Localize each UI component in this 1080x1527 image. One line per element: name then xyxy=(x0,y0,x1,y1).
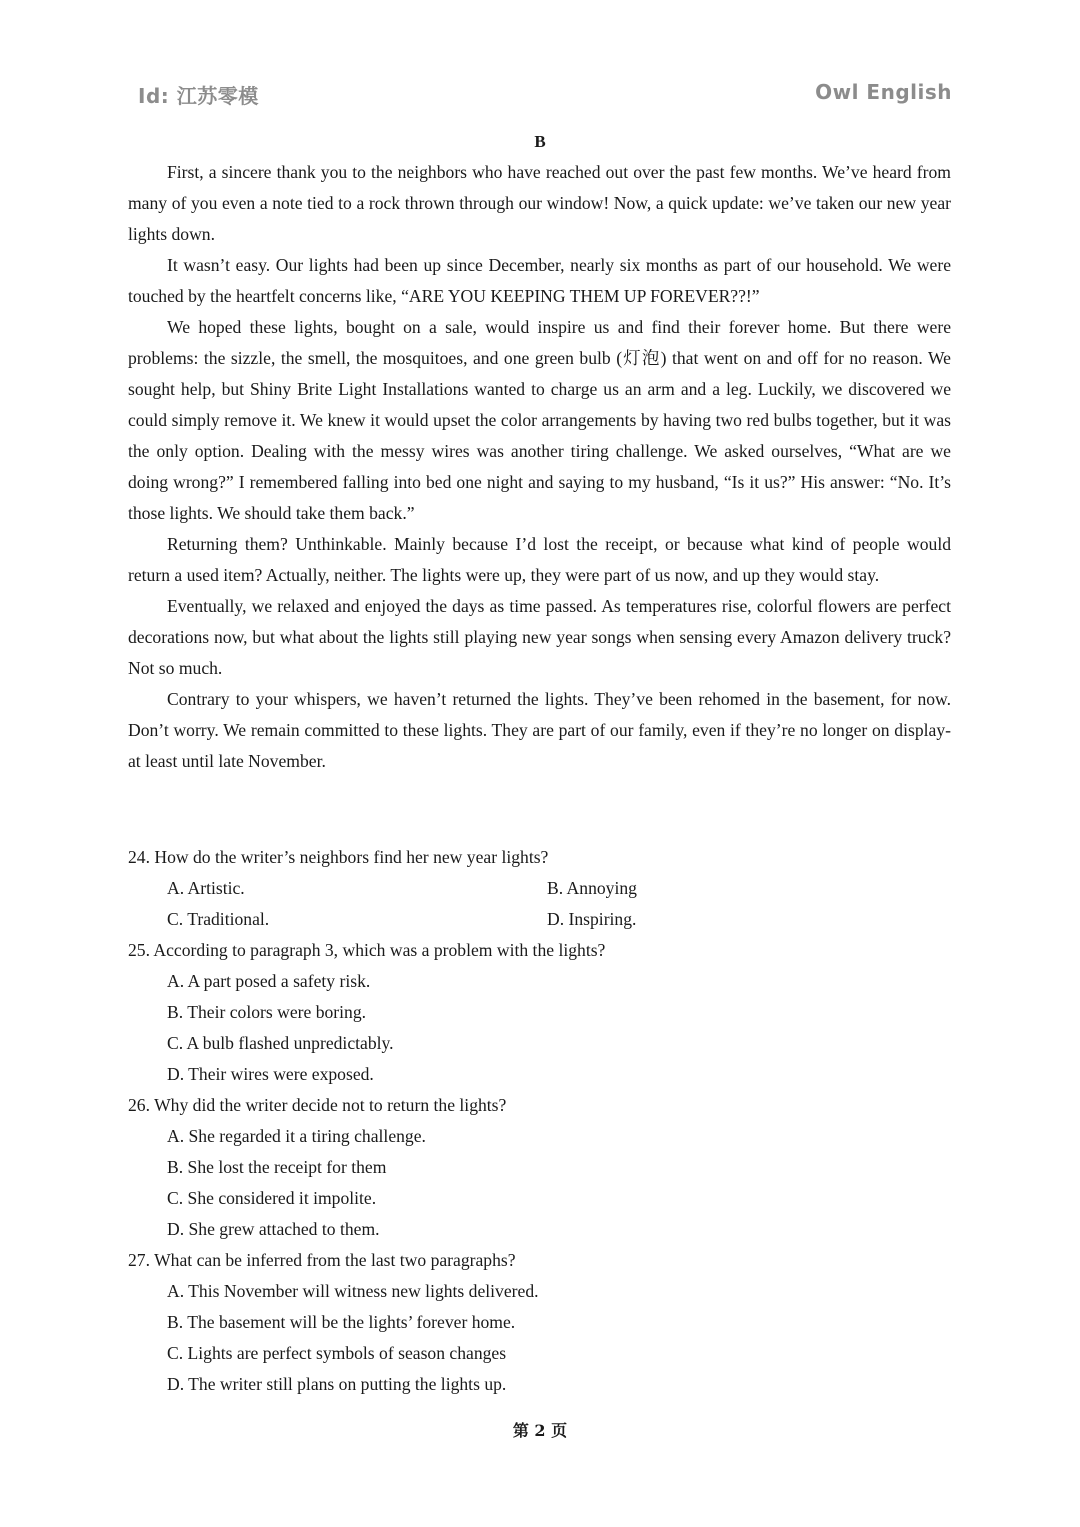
passage-paragraph-6: Contrary to your whispers, we haven’t returned the lights. They’ve been rehomed in the basement, for now. Don’t worry. We remain committed to these lights. They are part of our family, even if they’re no longer on display-at least until late November. xyxy=(128,689,951,771)
option-a: A. She regarded it a tiring challenge. xyxy=(167,1126,426,1146)
question-stem: 24. How do the writer’s neighbors find her new year lights? xyxy=(128,847,549,867)
option-c: C. She considered it impolite. xyxy=(167,1188,377,1208)
option-row xyxy=(128,873,951,904)
header-id-label: Id: 江苏零模 xyxy=(138,84,259,108)
option-b: B. She lost the receipt for them xyxy=(167,1157,387,1177)
passage-paragraph-1: First, a sincere thank you to the neighbors who have reached out over the past few months. We’ve heard from many of you even a note tied to a rock thrown through our window! Now, a quick update: we’ve taken our new year lights down. xyxy=(128,162,951,244)
question-25 xyxy=(128,935,951,1090)
option-row xyxy=(128,904,951,935)
question-stem: 27. What can be inferred from the last two paragraphs? xyxy=(128,1250,516,1270)
option-a: A. A part posed a safety risk. xyxy=(167,971,371,991)
option-d: D. Inspiring. xyxy=(547,909,637,929)
option-c: C. Traditional. xyxy=(167,909,270,929)
passage-paragraph-5: Eventually, we relaxed and enjoyed the days as time passed. As temperatures rise, colorful flowers are perfect decorations now, but what about the lights still playing new year songs when sensing every Amazon delivery truck? Not so much. xyxy=(128,596,951,678)
header-brand-label: Owl English xyxy=(815,80,952,104)
question-stem: 25. According to paragraph 3, which was a problem with the lights? xyxy=(128,940,606,960)
option-b: B. Their colors were boring. xyxy=(167,1002,367,1022)
option-d: D. Their wires were exposed. xyxy=(167,1064,374,1084)
option-a: A. This November will witness new lights delivered. xyxy=(167,1281,539,1301)
option-d: D. She grew attached to them. xyxy=(167,1219,380,1239)
question-stem: 26. Why did the writer decide not to return the lights? xyxy=(128,1095,507,1115)
option-d: D. The writer still plans on putting the lights up. xyxy=(167,1374,507,1394)
page-number: 第 2 页 xyxy=(512,1421,568,1440)
passage-paragraph-4: Returning them? Unthinkable. Mainly because I’d lost the receipt, or because what kind of people would return a used item? Actually, neither. The lights were up, they were part of us now, and up they would stay. xyxy=(128,534,951,585)
passage-paragraph-2: It wasn’t easy. Our lights had been up since December, nearly six months as part of our household. We were touched by the heartfelt concerns like, “ARE YOU KEEPING THEM UP FOREVER??!” xyxy=(128,255,951,306)
option-b: B. Annoying xyxy=(547,878,637,898)
option-a: A. Artistic. xyxy=(167,878,245,898)
option-b: B. The basement will be the lights’ forever home. xyxy=(167,1312,516,1332)
question-27 xyxy=(128,1245,951,1400)
passage-paragraph-3: We hoped these lights, bought on a sale, would inspire us and find their forever home. But there were problems: the sizzle, the smell, the mosquitoes, and one green bulb (灯泡) that went on and off for no reason. We sought help, but Shiny Brite Light Installations wanted to charge us an arm and a leg. Luckily, we discovered we could simply remove it. We knew it would upset the color arrangements by having two red bulbs together, but it was the only option. Dealing with the messy wires was another tiring challenge. We asked ourselves, “What are we doing wrong?” I remembered falling into bed one night and saying to my husband, “Is it us?” His answer: “No. It’s those lights. We should take them back.” xyxy=(128,317,951,523)
option-c: C. A bulb flashed unpredictably. xyxy=(167,1033,394,1053)
reading-passage xyxy=(128,157,951,777)
question-24 xyxy=(128,842,951,935)
question-list xyxy=(128,842,951,1400)
page-header xyxy=(138,80,952,110)
section-title: B xyxy=(534,132,546,151)
option-c: C. Lights are perfect symbols of season changes xyxy=(167,1343,507,1363)
question-26 xyxy=(128,1090,951,1245)
